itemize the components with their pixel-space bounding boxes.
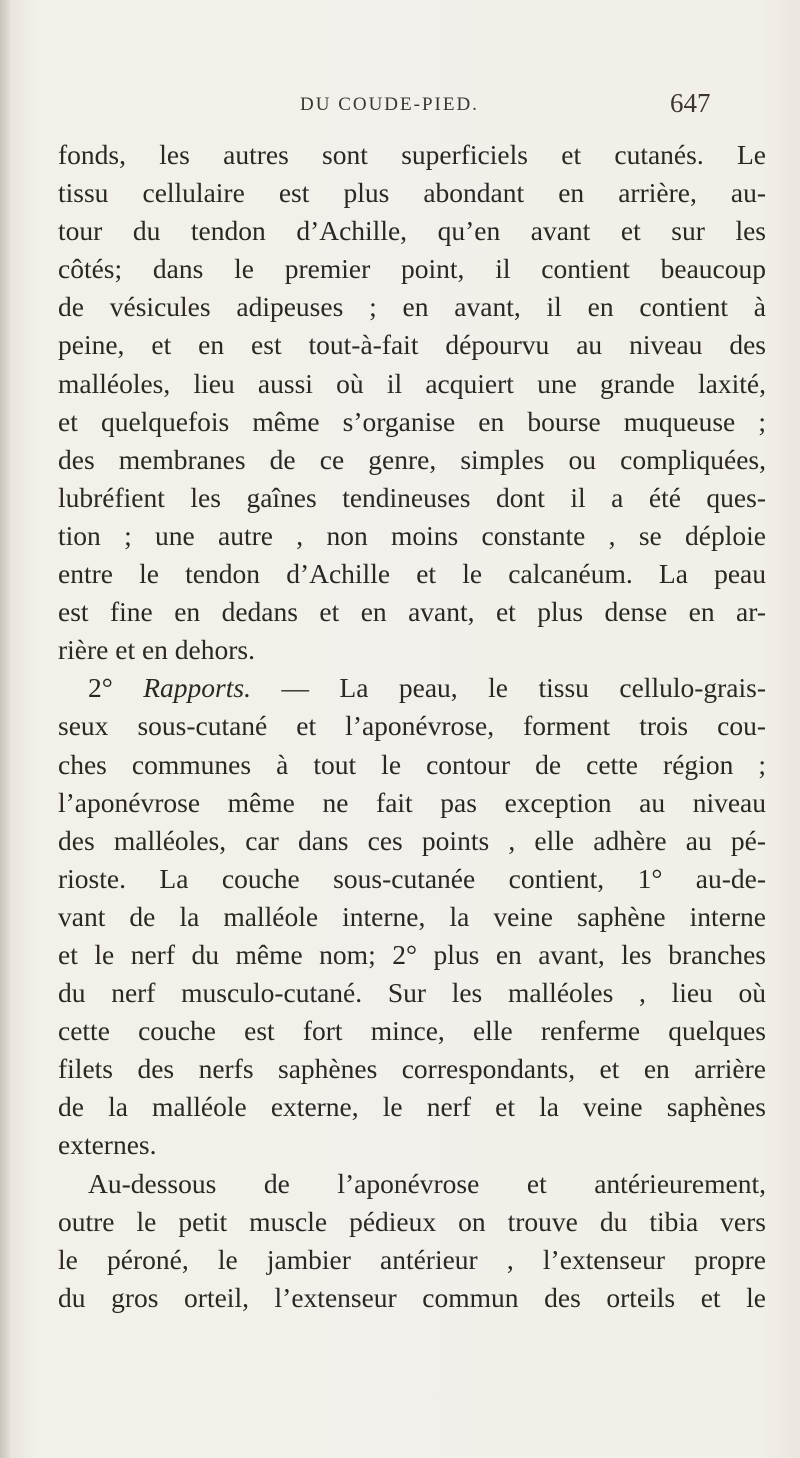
text-line: tion ; une autre , non moins constante , se déploie: [58, 519, 766, 551]
text-line: entre le tendon d’Achille et le calcanéum. La peau: [58, 558, 766, 590]
section-heading: Rapports.: [143, 672, 251, 704]
text-line: le péroné, le jambier antérieur , l’extenseur propre: [58, 1243, 766, 1275]
text-line: externes.: [58, 1129, 157, 1161]
text-line: Au-dessous de l’aponévrose et antérieurement,: [88, 1167, 766, 1199]
text-line: de vésicules adipeuses ; en avant, il en contient à: [58, 291, 766, 323]
text-line: ches communes à tout le contour de cette région ;: [58, 748, 766, 780]
text-line: fonds, les autres sont superficiels et cutanés. Le: [58, 139, 766, 170]
text-line: l’aponévrose même ne fait pas exception au niveau: [58, 786, 766, 818]
heading-line-text: — La peau, le tissu cellulo-grais-: [281, 672, 767, 704]
text-line: et quelquefois même s’organise en bourse muqueuse ;: [58, 405, 766, 437]
text-line: cette couche est fort mince, elle renferme quelques: [58, 1015, 766, 1047]
text-line: rière et en dehors.: [58, 634, 255, 666]
section-number: 2°: [88, 672, 113, 704]
text-line: peine, et en est tout-à-fait dépourvu au niveau des: [58, 329, 766, 361]
text-line: est fine en dedans et en avant, et plus dense en ar-: [58, 596, 766, 628]
text-line: de la malléole externe, le nerf et la veine saphènes: [58, 1091, 766, 1123]
text-line: tour du tendon d’Achille, qu’en avant et sur les: [58, 215, 766, 247]
binding-edge: [0, 0, 10, 1458]
body-text: [58, 136, 766, 1317]
text-line: seux sous-cutané et l’aponévrose, forment trois cou-: [58, 710, 766, 742]
running-head-title: DU COUDE-PIED.: [300, 94, 479, 115]
text-line: lubréfient les gaînes tendineuses dont il a été ques-: [58, 481, 766, 513]
text-line: rioste. La couche sous-cutanée contient, 1° au-de-: [58, 862, 766, 894]
text-line: côtés; dans le premier point, il contient beaucoup: [58, 253, 766, 285]
text-line: et le nerf du même nom; 2° plus en avant, les branches: [58, 938, 766, 970]
page-number: 647: [670, 88, 711, 118]
text-line: outre le petit muscle pédieux on trouve du tibia vers: [58, 1205, 766, 1237]
running-head: [300, 88, 711, 128]
text-line: du gros orteil, l’extenseur commun des orteils et le: [58, 1281, 766, 1313]
text-line: filets des nerfs saphènes correspondants, et en arrière: [58, 1053, 766, 1085]
text-line: vant de la malléole interne, la veine saphène interne: [58, 900, 766, 932]
text-line: malléoles, lieu aussi où il acquiert une grande laxité,: [58, 367, 766, 399]
section-heading-line: [58, 669, 766, 707]
text-line: tissu cellulaire est plus abondant en arrière, au-: [58, 177, 766, 209]
text-line: des membranes de ce genre, simples ou compliquées,: [58, 443, 766, 475]
text-line: des malléoles, car dans ces points , elle adhère au pé-: [58, 824, 766, 856]
text-line: du nerf musculo-cutané. Sur les malléoles , lieu où: [58, 977, 766, 1009]
